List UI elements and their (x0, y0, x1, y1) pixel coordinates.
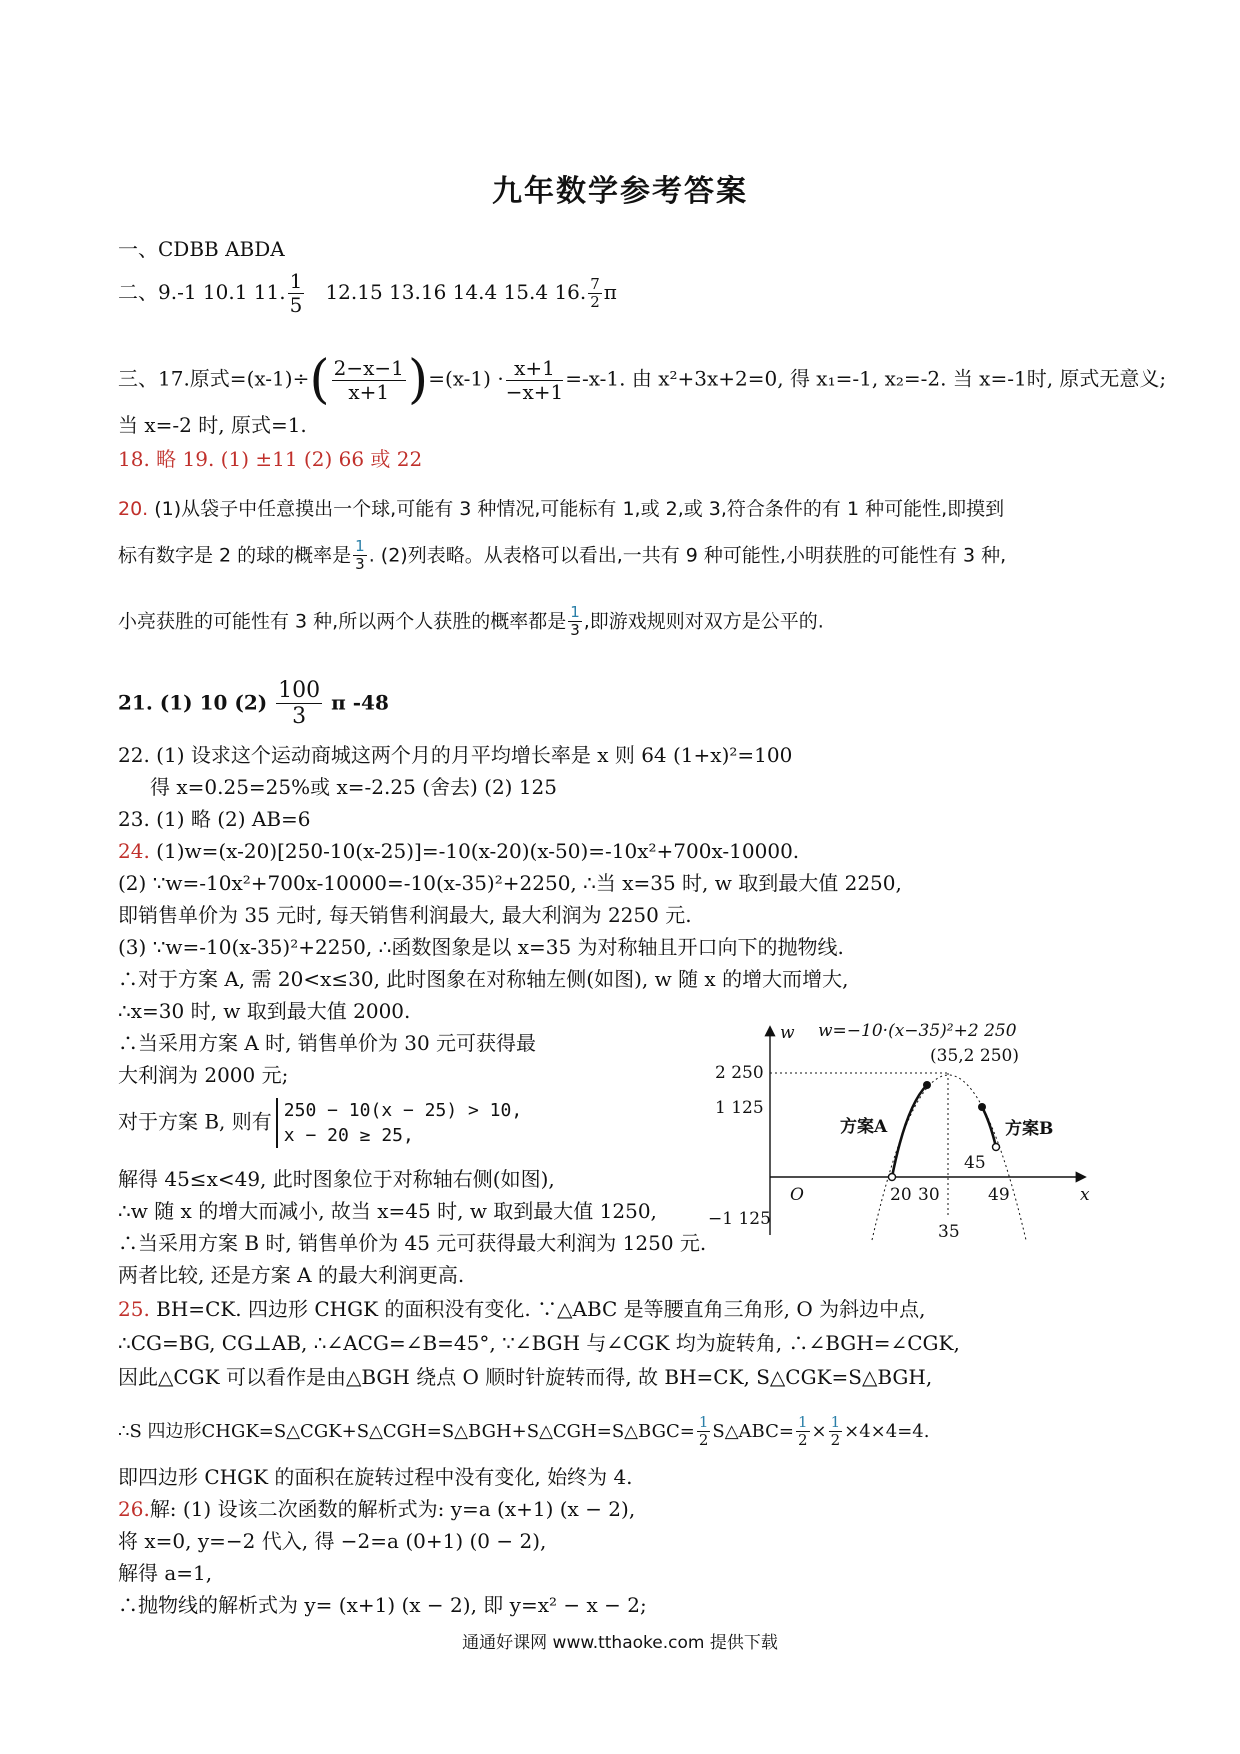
closed-point-45 (978, 1103, 986, 1111)
problem-number: 25. (118, 1297, 150, 1321)
problem-17-fraction-1 (332, 357, 406, 404)
fraction-numerator: 2−x−1 (333, 355, 404, 380)
problem-24-line-6: ∴x=30 时, w 取到最大值 2000. (118, 999, 411, 1023)
problem-17-text-c: =-x-1. 由 x²+3x+2=0, 得 x₁=-1, x₂=-2. 当 x=-1时, 原式无意义; (565, 366, 1167, 391)
inequality-system (276, 1098, 522, 1148)
fraction-denominator: 5 (289, 293, 303, 317)
problem-21-text-a: 21. (1) 10 (2) (118, 690, 268, 715)
inequality-1: 250 − 10(x − 25) > 10, (283, 1100, 523, 1121)
fraction-1-2 (796, 1414, 810, 1450)
problem-number: 24. (118, 839, 150, 863)
fraction-7-2 (588, 276, 602, 312)
problem-24-line-8: 大利润为 2000 元; (118, 1063, 289, 1087)
problem-20-text-e: ,即游戏规则对双方是公平的. (583, 610, 824, 633)
problem-25-text-b: S△ABC= (712, 1420, 794, 1442)
inequality-2: x − 20 ≥ 25, (283, 1125, 414, 1146)
problem-17-line-2: 当 x=-2 时, 原式=1. (118, 413, 307, 437)
problem-20-text-d: 小亮获胜的可能性有 3 种,所以两个人获胜的概率都是 (118, 610, 567, 633)
fraction-1-3 (353, 538, 367, 574)
fraction-100-3 (276, 678, 322, 730)
fraction-denominator: x+1 (348, 379, 390, 404)
fraction-numerator: 100 (278, 678, 321, 703)
problem-20-text-c: . (2)列表略。从表格可以看出,一共有 9 种可能性,小明获胜的可能性有 3 种, (368, 544, 1007, 567)
problem-26-line-2: 将 x=0, y=−2 代入, 得 −2=a (0+1) (0 − 2), (118, 1529, 547, 1553)
problem-24-line-2: (2) ∵w=-10x²+700x-10000=-10(x-35)²+2250, ∴当 x=35 时, w 取到最大值 2250, (118, 871, 902, 895)
graph-formula: w=−10·(x−35)²+2 250 (818, 1021, 1017, 1041)
y-axis-label: w (780, 1023, 795, 1043)
plan-b-segment (982, 1107, 996, 1147)
problem-24-line-7: ∴当采用方案 A 时, 销售单价为 30 元可获得最 (118, 1031, 537, 1055)
fraction-denominator: 2 (698, 1431, 709, 1450)
fraction-denominator: 3 (292, 704, 307, 730)
fraction-numerator: 1 (698, 1413, 709, 1431)
y-tick-2250: 2 250 (715, 1063, 764, 1083)
problem-24-line-9 (118, 1098, 522, 1148)
plan-a-label: 方案A (840, 1117, 888, 1137)
open-point-49 (993, 1144, 1000, 1151)
fraction-numerator: 1 (355, 537, 365, 555)
problem-number: 20. (118, 498, 149, 520)
problem-24-line-11: ∴w 随 x 的增大而减小, 故当 x=45 时, w 取到最大值 1250, (118, 1199, 657, 1223)
fraction-denominator: −x+1 (505, 379, 564, 404)
right-paren: ) (407, 350, 429, 410)
fraction-numerator: 1 (830, 1413, 841, 1431)
open-point-20 (889, 1174, 896, 1181)
left-paren: ( (309, 350, 330, 410)
closed-point-30 (923, 1081, 931, 1089)
problem-24-line-13: 两者比较, 还是方案 A 的最大利润更高. (118, 1263, 465, 1287)
problem-26-line-4: ∴抛物线的解析式为 y= (x+1) (x − 2), 即 y=x² − x − 2; (118, 1593, 647, 1617)
problem-25-line-4 (118, 1414, 929, 1450)
problem-24-line-1 (118, 838, 799, 864)
origin-label: O (790, 1185, 804, 1205)
section-2-text-a: 二、9.-1 10.1 11. (118, 280, 286, 304)
fraction-numerator: x+1 (506, 357, 564, 381)
x-tick-49: 49 (988, 1185, 1010, 1205)
problem-20-line-3 (118, 604, 824, 640)
problem-17-fraction-2 (506, 357, 564, 404)
fraction-numerator: 1 (289, 269, 303, 293)
problem-20-text-b: 标有数字是 2 的球的概率是 (118, 544, 352, 567)
problem-26-line-3: 解得 a=1, (118, 1561, 213, 1585)
x-axis-label: x (1080, 1185, 1090, 1205)
problem-21 (118, 678, 389, 730)
x-tick-35: 35 (938, 1222, 960, 1242)
problem-26-line-1 (118, 1496, 635, 1522)
problem-17 (118, 350, 1167, 410)
problem-21-text-b: π -48 (331, 690, 389, 715)
fraction-denominator: 3 (570, 621, 580, 640)
problem-17-text-b: =(x-1) · (428, 366, 504, 391)
problem-25-text-d: ×4×4=4. (844, 1420, 930, 1442)
fraction-denominator: 2 (590, 293, 600, 311)
section-1-answers: 一、CDBB ABDA (118, 237, 285, 261)
problem-20-text-a: (1)从袋子中任意摸出一个球,可能有 3 种情况,可能标有 1,或 2,或 3,符合条件的有 1 种可能性,即摸到 (148, 498, 1005, 520)
fraction-denominator: 3 (355, 555, 365, 574)
problem-24-line-12: ∴当采用方案 B 时, 销售单价为 45 元可获得最大利润为 1250 元. (118, 1231, 707, 1255)
problem-25-line-5: 即四边形 CHGK 的面积在旋转过程中没有变化, 始终为 4. (118, 1465, 633, 1489)
problem-25-line-3: 因此△CGK 可以看作是由△BGH 绕点 O 顺时针旋转而得, 故 BH=CK, S△CGK=S△BGH, (118, 1365, 933, 1389)
problem-24-line-10: 解得 45≤x<49, 此时图象位于对称轴右侧(如图), (118, 1167, 555, 1191)
problem-24-line-4: (3) ∵w=-10(x-35)²+2250, ∴函数图象是以 x=35 为对称轴且开口向下的抛物线. (118, 935, 844, 959)
fraction-1-3 (568, 604, 582, 640)
problem-number: 26. (118, 1497, 150, 1521)
section-2-text-b: 12.15 13.16 14.4 15.4 16. (325, 280, 587, 304)
problem-24-text: (1)w=(x-20)[250-10(x-25)]=-10(x-20)(x-50)=-10x²+700x-10000. (149, 839, 800, 863)
x-tick-20: 20 (890, 1185, 912, 1205)
plan-b-label: 方案B (1005, 1119, 1054, 1139)
fraction-1-2 (829, 1414, 843, 1450)
problem-23: 23. (1) 略 (2) AB=6 (118, 807, 311, 831)
parabola-graph (708, 1010, 1100, 1250)
problem-17-text-a: 三、17.原式=(x-1)÷ (118, 366, 310, 391)
problem-25-line-1 (118, 1296, 926, 1322)
x-tick-45: 45 (964, 1153, 986, 1173)
footer-credit: 通通好课网 www.tthaoke.com 提供下载 (462, 1633, 778, 1653)
pi-symbol: π (603, 280, 617, 304)
x-tick-30: 30 (918, 1185, 940, 1205)
problem-22-line-2: 得 x=0.25=25%或 x=-2.25 (舍去) (2) 125 (150, 775, 558, 799)
problem-24-line-5: ∴对于方案 A, 需 20<x≤30, 此时图象在对称轴左侧(如图), w 随 x 的增大而增大, (118, 967, 849, 991)
plan-a-segment (892, 1085, 927, 1177)
fraction-denominator: 2 (830, 1431, 841, 1450)
problem-26-text: 解: (1) 设该二次函数的解析式为: y=a (x+1) (x − 2), (149, 1497, 636, 1521)
fraction-denominator: 2 (797, 1431, 808, 1450)
vertex-label: (35,2 250) (930, 1046, 1019, 1066)
problem-25-text-a: ∴S 四边形CHGK=S△CGK+S△CGH=S△BGH+S△CGH=S△BGC= (118, 1420, 695, 1442)
y-tick-neg-1125: −1 125 (708, 1209, 771, 1229)
fraction-numerator: 7 (590, 274, 600, 293)
problem-25-text: BH=CK. 四边形 CHGK 的面积没有变化. ∵△ABC 是等腰直角三角形, O 为斜边中点, (149, 1297, 926, 1321)
page-title: 九年数学参考答案 (492, 174, 748, 209)
problem-22-line-1: 22. (1) 设求这个运动商城这两个月的月平均增长率是 x 则 64 (1+x)²=100 (118, 743, 793, 767)
problem-20-line-1 (118, 496, 1004, 522)
problem-24-text: 对于方案 B, 则有 (118, 1109, 272, 1134)
fraction-numerator: 1 (797, 1413, 808, 1431)
problem-18-19: 18. 略 19. (1) ±11 (2) 66 或 22 (118, 447, 423, 471)
y-tick-1125: 1 125 (715, 1098, 764, 1118)
problem-24-line-3: 即销售单价为 35 元时, 每天销售利润最大, 最大利润为 2250 元. (118, 903, 692, 927)
fraction-numerator: 1 (570, 603, 580, 621)
fraction-1-2 (697, 1414, 711, 1450)
problem-25-line-2: ∴CG=BG, CG⊥AB, ∴∠ACG=∠B=45°, ∵∠BGH 与∠CGK 均为旋转角, ∴∠BGH=∠CGK, (118, 1331, 960, 1355)
problem-20-line-2 (118, 538, 1006, 574)
problem-25-text-c: × (811, 1420, 827, 1442)
fraction-1-5 (288, 270, 305, 317)
section-2-answers (118, 270, 617, 317)
